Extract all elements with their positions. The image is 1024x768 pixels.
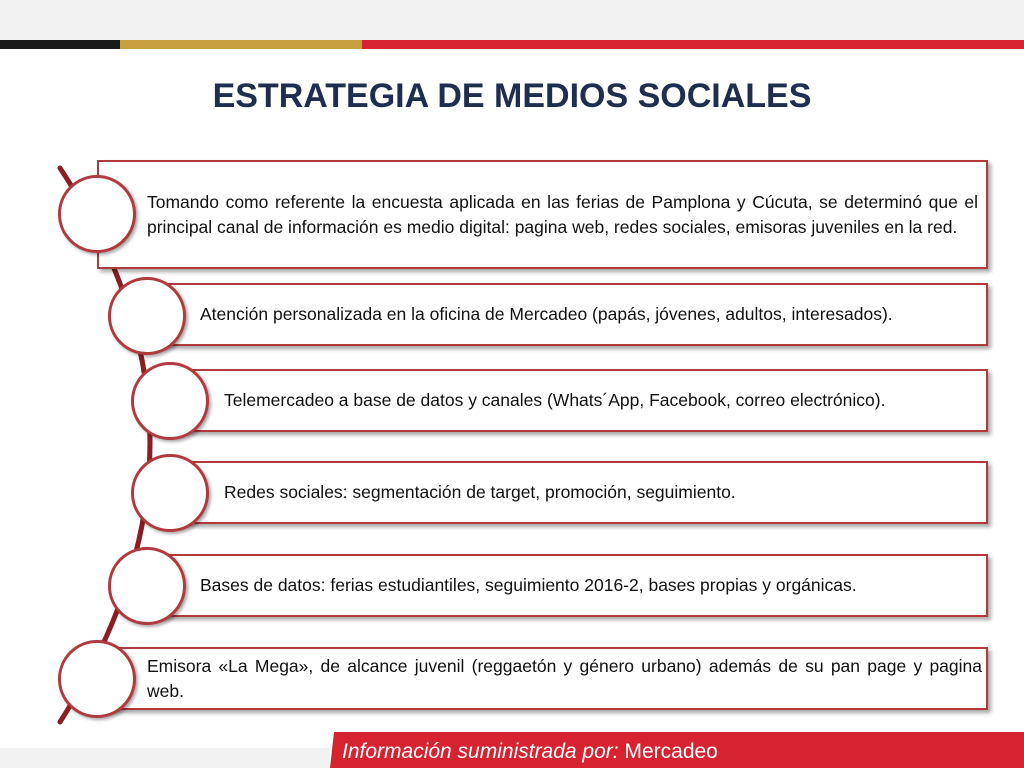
- bullet-circle-6: [58, 640, 136, 718]
- bullet-circle-3: [131, 362, 209, 440]
- list-item-1: [97, 160, 988, 269]
- footer-source: Mercadeo: [624, 740, 718, 763]
- bullet-circle-4: [131, 454, 209, 532]
- footer-label: Información suministrada por:: [342, 740, 619, 763]
- bullet-circle-1: [58, 175, 136, 253]
- footer-left-band: [0, 748, 330, 768]
- list-item-5-text: Bases de datos: ferias estudiantiles, seguimiento 2016-2, bases propias y orgánicas.: [200, 575, 857, 595]
- list-item-6-text: Emisora «La Mega», de alcance juvenil (reggaetón y género urbano) además de su pan page y pagina web.: [147, 655, 982, 701]
- footer-credit: [342, 736, 718, 768]
- list-item-1-text: Tomando como referente la encuesta aplicada en las ferias de Pamplona y Cúcuta, se determinó que el principal canal de información es medio digital: pagina web, redes sociales, emisoras juveniles en la red.: [147, 191, 978, 237]
- list-item-2-text: Atención personalizada en la oficina de Mercadeo (papás, jóvenes, adultos, interesados).: [200, 304, 893, 324]
- list-item-4-text: Redes sociales: segmentación de target, promoción, seguimiento.: [224, 482, 736, 502]
- list-item-3: [172, 369, 988, 432]
- bullet-circle-5: [108, 547, 186, 625]
- list-item-3-text: Telemercadeo a base de datos y canales (Whats´App, Facebook, correo electrónico).: [224, 390, 886, 410]
- bullet-circle-2: [108, 277, 186, 355]
- list-item-6: [97, 647, 988, 710]
- list-item-5: [148, 554, 988, 617]
- list-item-4: [172, 461, 988, 524]
- list-item-2: [148, 283, 988, 346]
- slide-title: ESTRATEGIA DE MEDIOS SOCIALES: [212, 77, 812, 115]
